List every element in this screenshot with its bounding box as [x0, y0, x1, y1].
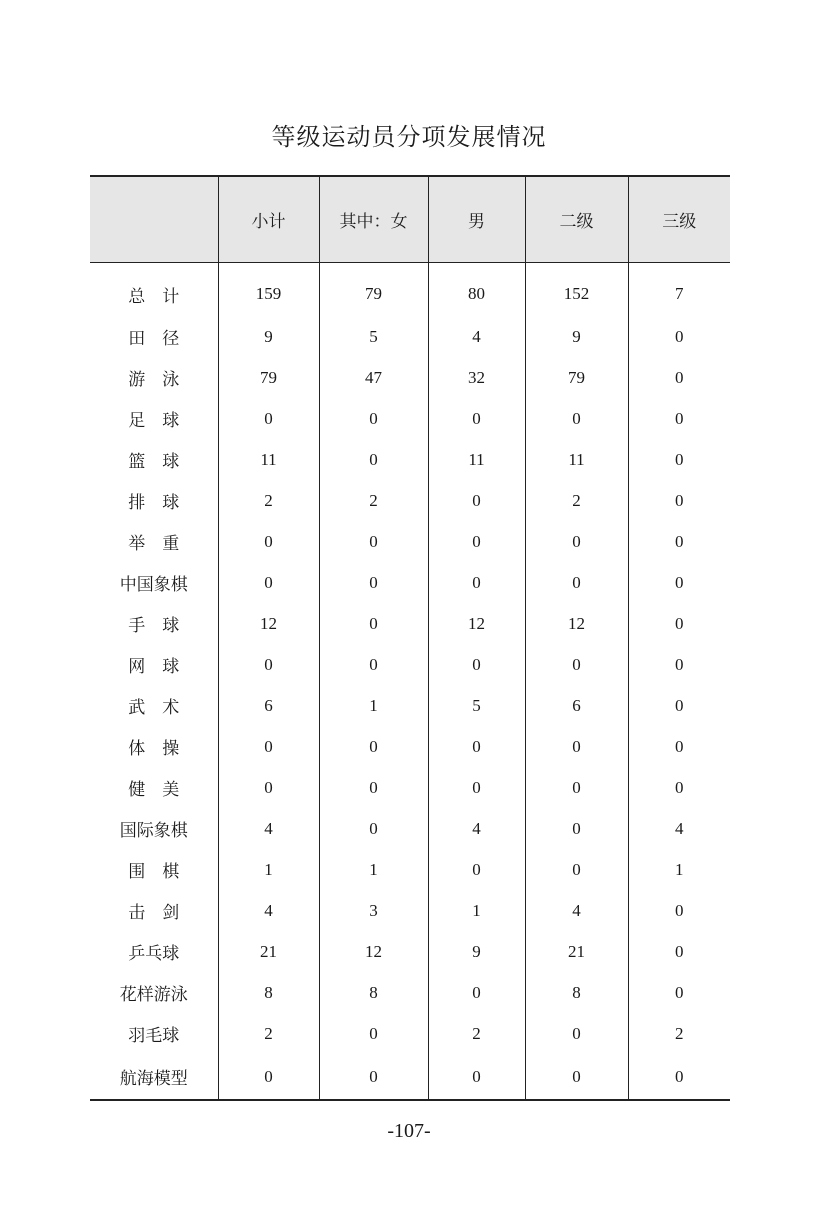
cell-female: 1	[319, 849, 428, 890]
cell-subtotal: 0	[218, 398, 319, 439]
cell-subtotal: 0	[218, 1054, 319, 1100]
cell-level-2: 9	[525, 316, 628, 357]
cell-level-2: 0	[525, 808, 628, 849]
table-row	[90, 603, 730, 644]
table-row	[90, 262, 730, 316]
cell-female: 0	[319, 562, 428, 603]
cell-level-2: 8	[525, 972, 628, 1013]
cell-level-3: 7	[628, 262, 730, 316]
header-row	[90, 176, 730, 262]
cell-level-3: 0	[628, 521, 730, 562]
cell-male: 0	[428, 767, 525, 808]
cell-female: 0	[319, 1054, 428, 1100]
row-label: 航海模型	[119, 1069, 188, 1089]
cell-level-3: 0	[628, 439, 730, 480]
cell-female: 0	[319, 1013, 428, 1054]
cell-female: 0	[319, 767, 428, 808]
cell-level-2: 0	[525, 1013, 628, 1054]
cell-level-2: 0	[525, 767, 628, 808]
cell-level-2: 11	[525, 439, 628, 480]
cell-subtotal: 0	[218, 767, 319, 808]
header-male: 男	[428, 176, 525, 262]
cell-level-3: 0	[628, 562, 730, 603]
row-label: 篮 球	[128, 452, 180, 472]
row-label: 总 计	[128, 286, 180, 307]
athlete-stats-table	[90, 175, 730, 1101]
cell-subtotal: 2	[218, 1013, 319, 1054]
table-row	[90, 439, 730, 480]
header-level-3: 三级	[628, 176, 730, 262]
row-label: 健 美	[128, 780, 180, 800]
row-label: 围 棋	[128, 862, 180, 882]
cell-male: 0	[428, 644, 525, 685]
cell-subtotal: 4	[218, 808, 319, 849]
cell-male: 0	[428, 521, 525, 562]
cell-subtotal: 21	[218, 931, 319, 972]
cell-subtotal: 4	[218, 890, 319, 931]
cell-subtotal: 2	[218, 480, 319, 521]
table-row	[90, 1054, 730, 1100]
cell-male: 11	[428, 439, 525, 480]
cell-subtotal: 1	[218, 849, 319, 890]
cell-level-3: 0	[628, 398, 730, 439]
row-label: 手 球	[128, 616, 180, 636]
cell-female: 8	[319, 972, 428, 1013]
cell-level-2: 79	[525, 357, 628, 398]
row-label: 体 操	[128, 739, 180, 759]
cell-level-3: 4	[628, 808, 730, 849]
page-number: -107-	[387, 1120, 431, 1142]
row-label: 网 球	[128, 657, 180, 677]
cell-level-3: 0	[628, 726, 730, 767]
table-row	[90, 972, 730, 1013]
table-row	[90, 1013, 730, 1054]
cell-female: 0	[319, 603, 428, 644]
cell-subtotal: 8	[218, 972, 319, 1013]
header-subtotal: 小计	[218, 176, 319, 262]
cell-level-2: 12	[525, 603, 628, 644]
cell-subtotal: 0	[218, 644, 319, 685]
row-label: 中国象棋	[119, 575, 188, 595]
row-label: 花样游泳	[119, 985, 188, 1005]
header-category	[90, 176, 218, 262]
cell-level-2: 2	[525, 480, 628, 521]
cell-subtotal: 6	[218, 685, 319, 726]
row-label: 击 剑	[128, 903, 180, 923]
table-row	[90, 808, 730, 849]
table-row	[90, 890, 730, 931]
table-row	[90, 562, 730, 603]
cell-female: 2	[319, 480, 428, 521]
cell-subtotal: 12	[218, 603, 319, 644]
cell-level-2: 4	[525, 890, 628, 931]
header-female: 其中：女	[319, 176, 428, 262]
table-row	[90, 316, 730, 357]
cell-female: 47	[319, 357, 428, 398]
cell-male: 0	[428, 480, 525, 521]
cell-level-2: 0	[525, 1054, 628, 1100]
cell-level-3: 0	[628, 1054, 730, 1100]
cell-female: 1	[319, 685, 428, 726]
cell-male: 4	[428, 808, 525, 849]
cell-male: 0	[428, 398, 525, 439]
table-row	[90, 685, 730, 726]
table-row	[90, 726, 730, 767]
table-row	[90, 398, 730, 439]
cell-male: 0	[428, 726, 525, 767]
cell-level-3: 0	[628, 480, 730, 521]
cell-subtotal: 0	[218, 726, 319, 767]
row-label: 举 重	[128, 534, 180, 554]
cell-female: 3	[319, 890, 428, 931]
table-row	[90, 521, 730, 562]
cell-female: 0	[319, 521, 428, 562]
row-label: 游 泳	[128, 370, 180, 390]
table-row	[90, 849, 730, 890]
cell-level-2: 6	[525, 685, 628, 726]
table-row	[90, 767, 730, 808]
cell-subtotal: 9	[218, 316, 319, 357]
cell-female: 0	[319, 808, 428, 849]
cell-level-3: 1	[628, 849, 730, 890]
cell-level-3: 0	[628, 972, 730, 1013]
row-label: 羽毛球	[128, 1026, 180, 1046]
cell-level-3: 0	[628, 685, 730, 726]
row-label: 乒乓球	[128, 944, 180, 964]
table-row	[90, 357, 730, 398]
cell-male: 4	[428, 316, 525, 357]
row-label: 田 径	[128, 329, 180, 349]
row-label: 武 术	[128, 698, 180, 718]
cell-level-2: 21	[525, 931, 628, 972]
header-level-2: 二级	[525, 176, 628, 262]
cell-female: 0	[319, 726, 428, 767]
cell-male: 0	[428, 972, 525, 1013]
cell-level-3: 0	[628, 890, 730, 931]
cell-level-3: 0	[628, 931, 730, 972]
cell-subtotal: 11	[218, 439, 319, 480]
row-label: 排 球	[128, 493, 180, 513]
cell-female: 0	[319, 644, 428, 685]
cell-level-2: 0	[525, 562, 628, 603]
cell-male: 0	[428, 1054, 525, 1100]
cell-level-3: 2	[628, 1013, 730, 1054]
cell-level-2: 0	[525, 398, 628, 439]
cell-subtotal: 159	[218, 262, 319, 316]
cell-level-2: 0	[525, 521, 628, 562]
cell-male: 12	[428, 603, 525, 644]
cell-level-2: 0	[525, 849, 628, 890]
cell-male: 32	[428, 357, 525, 398]
table-title: 等级运动员分项发展情况	[271, 123, 547, 151]
cell-female: 0	[319, 398, 428, 439]
row-label: 国际象棋	[119, 821, 188, 841]
cell-level-2: 152	[525, 262, 628, 316]
cell-female: 0	[319, 439, 428, 480]
cell-subtotal: 79	[218, 357, 319, 398]
cell-male: 0	[428, 849, 525, 890]
cell-male: 2	[428, 1013, 525, 1054]
cell-level-2: 0	[525, 726, 628, 767]
cell-subtotal: 0	[218, 562, 319, 603]
row-label: 足 球	[128, 411, 180, 431]
cell-male: 80	[428, 262, 525, 316]
table-row	[90, 480, 730, 521]
cell-level-3: 0	[628, 767, 730, 808]
cell-female: 79	[319, 262, 428, 316]
cell-level-3: 0	[628, 357, 730, 398]
cell-female: 5	[319, 316, 428, 357]
cell-female: 12	[319, 931, 428, 972]
table-row	[90, 644, 730, 685]
cell-male: 5	[428, 685, 525, 726]
cell-level-3: 0	[628, 644, 730, 685]
cell-level-2: 0	[525, 644, 628, 685]
cell-male: 0	[428, 562, 525, 603]
cell-subtotal: 0	[218, 521, 319, 562]
cell-level-3: 0	[628, 316, 730, 357]
table-row	[90, 931, 730, 972]
cell-male: 9	[428, 931, 525, 972]
cell-male: 1	[428, 890, 525, 931]
cell-level-3: 0	[628, 603, 730, 644]
